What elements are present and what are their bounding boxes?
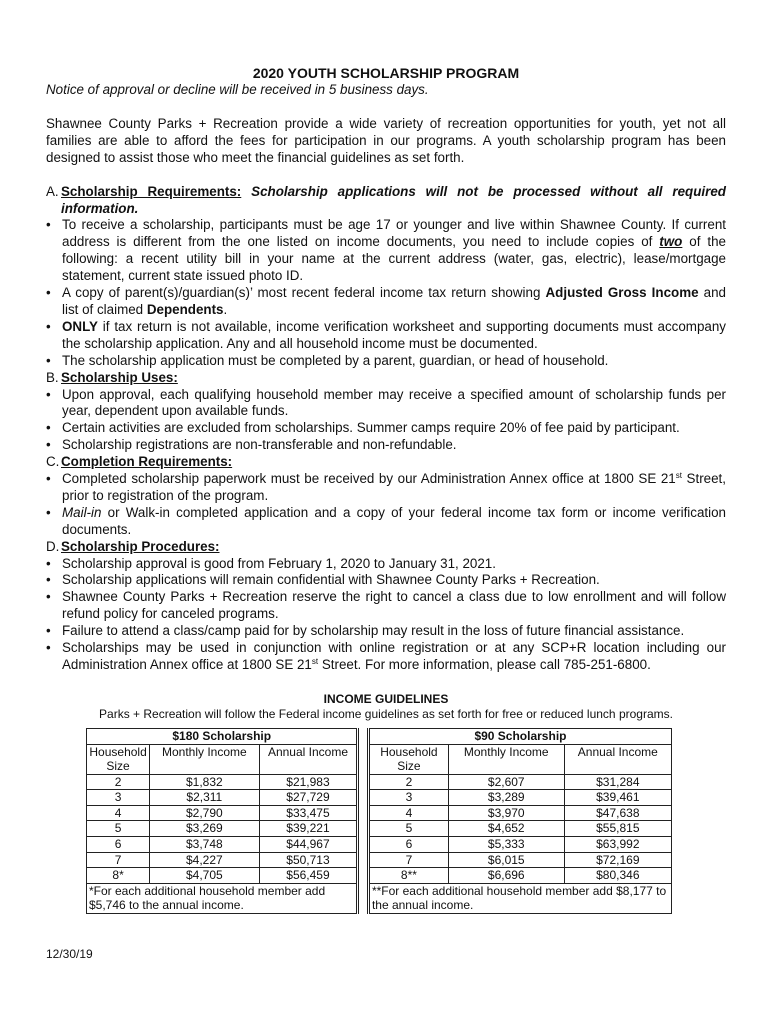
income-table — [86, 728, 672, 914]
left-footnote: *For each additional household member add $5,746 to the annual income. — [87, 883, 358, 913]
column-header: Household Size — [87, 744, 150, 774]
section-d-title: Scholarship Procedures: — [61, 538, 220, 554]
list-item: • Certain activities are excluded from scholarships. Summer camps require 20% of fee paid by participant. — [46, 420, 680, 436]
column-header: Monthly Income — [448, 744, 564, 774]
document-date: 12/30/19 — [46, 947, 93, 961]
section-c-list — [46, 471, 726, 539]
right-footnote: **For each additional household member add $8,177 to the annual income. — [368, 883, 671, 913]
table-note-row — [87, 883, 672, 913]
list-item: • Scholarship approval is good from February 1, 2020 to January 31, 2021. — [46, 555, 496, 571]
column-header: Annual Income — [259, 744, 358, 774]
column-header: Household Size — [368, 744, 448, 774]
section-b-list — [46, 387, 726, 455]
table-column-header-row — [87, 744, 672, 774]
page-title: 2020 YOUTH SCHOLARSHIP PROGRAM — [252, 65, 520, 81]
column-header: Monthly Income — [150, 744, 259, 774]
list-item: • Scholarship registrations are non-transferable and non-refundable. — [46, 437, 457, 453]
section-d-heading: D. Scholarship Procedures: — [46, 538, 220, 554]
section-a-list — [46, 217, 726, 369]
list-item: • Scholarship applications will remain confidential with Shawnee County Parks + Recreation. — [46, 572, 600, 588]
table-row: 7 $4,227 $50,713 7 $6,015 $72,169 — [87, 852, 672, 868]
list-item: • Upon approval, each qualifying household member may receive a specified amount of scholarship funds per year, dependent upon available funds. — [46, 386, 726, 419]
right-scholarship-header: $90 Scholarship — [368, 728, 671, 744]
table-row: 4 $2,790 $33,475 4 $3,970 $47,638 — [87, 805, 672, 821]
list-item: • Shawnee County Parks + Recreation reserve the right to cancel a class due to low enrollment and will follow refund policy for canceled programs. — [46, 589, 726, 622]
list-item: • A copy of parent(s)/guardian(s)’ most recent federal income tax return showing Adjusted Gross Income and list of claimed Dependents. — [46, 285, 726, 317]
income-guidelines-subtitle: Parks + Recreation will follow the Federal income guidelines as set forth for free or reduced lunch programs. — [99, 706, 673, 721]
section-c-heading: C. Completion Requirements: — [46, 454, 233, 470]
table-row: 2 $1,832 $21,983 2 $2,607 $31,284 — [87, 774, 672, 790]
list-item: • Completed scholarship paperwork must be received by our Administration Annex office at 1800 SE 21st Street, prior to registration of the program. — [46, 471, 726, 503]
list-item: • To receive a scholarship, participants must be age 17 or younger and live within Shawnee County. If current address is different from the one listed on income documents, you need to include copies of two of the following: a recent utility bill in your name at the current address (water, gas, electric), lease/mortgage statement, current state issued photo ID. — [46, 217, 726, 284]
notice-text: Notice of approval or decline will be received in 5 business days. — [46, 82, 429, 97]
table-row: 5 $3,269 $39,221 5 $4,652 $55,815 — [87, 821, 672, 837]
section-a-heading: A. Scholarship Requirements: Scholarship applications will not be processed without all required information. — [46, 183, 726, 216]
list-item: • The scholarship application must be completed by a parent, guardian, or head of household. — [46, 352, 609, 368]
section-a-subtitle: Scholarship applications will not be processed without all required information. — [61, 183, 726, 216]
section-c-title: Completion Requirements: — [61, 454, 233, 470]
intro-paragraph: Shawnee County Parks + Recreation provide a wide variety of recreation opportunities for youth, yet not all families are able to afford the fees for participation in our programs. A youth scholarship program has been designed to assist those who meet the financial guidelines as set forth. — [46, 115, 726, 165]
section-a-title: Scholarship Requirements: — [61, 183, 242, 199]
list-item: • ONLY if tax return is not available, income verification worksheet and supporting documents must accompany the scholarship application. Any and all household income must be documented. — [46, 318, 726, 351]
table-header-row — [87, 728, 672, 744]
table-row: 6 $3,748 $44,967 6 $5,333 $63,992 — [87, 837, 672, 853]
document-page — [46, 64, 726, 914]
section-d-list — [46, 556, 726, 674]
section-b-heading: B. Scholarship Uses: — [46, 369, 178, 385]
income-guidelines-title: INCOME GUIDELINES — [323, 691, 449, 706]
left-scholarship-header: $180 Scholarship — [87, 728, 358, 744]
section-b-title: Scholarship Uses: — [61, 369, 178, 385]
table-row: 3 $2,311 $27,729 3 $3,289 $39,461 — [87, 790, 672, 806]
column-header: Annual Income — [564, 744, 671, 774]
list-item: • Scholarships may be used in conjunction with online registration or at any SCP+R location including our Administration Annex office at 1800 SE 21st Street. For more information, please call 785-251-6800. — [46, 640, 726, 672]
table-row: 8* $4,705 $56,459 8** $6,696 $80,346 — [87, 868, 672, 884]
list-item: • Mail-in or Walk-in completed application and a copy of your federal income tax form or income verification documents. — [46, 504, 726, 537]
list-item: • Failure to attend a class/camp paid for by scholarship may result in the loss of future financial assistance. — [46, 623, 685, 639]
